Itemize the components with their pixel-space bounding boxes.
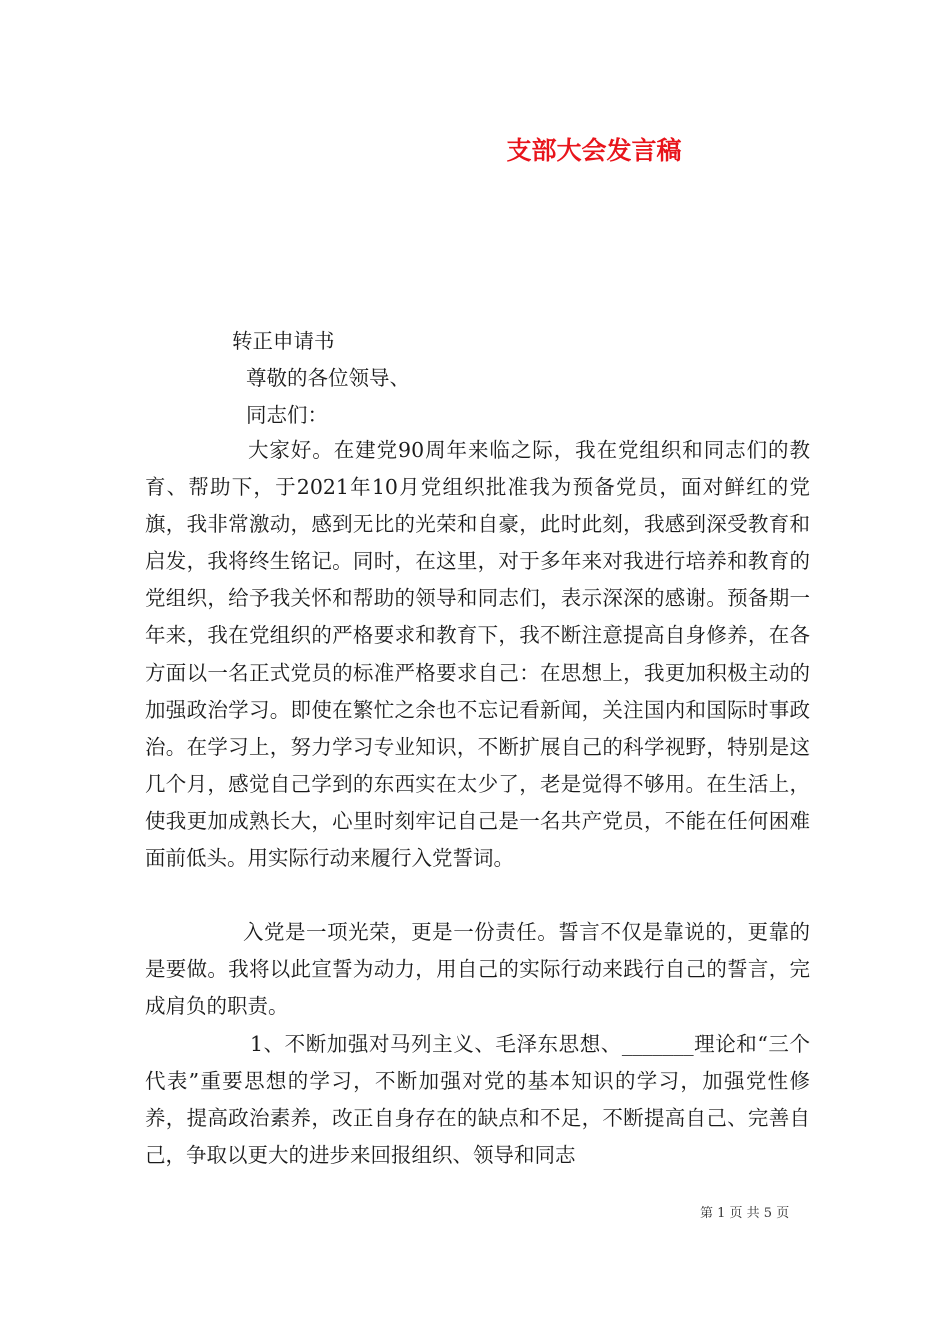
body-paragraph-2: 入党是一项光荣，更是一份责任。誓言不仅是靠说的，更靠的是要做。我将以此宣誓为动力，用自己的实际行动来践行自己的誓言，完成肩负的职责。: [145, 920, 810, 1019]
salutation-line-1: 尊敬的各位领导、: [246, 366, 410, 390]
body-paragraph-3: 1、不断加强对马列主义、毛泽东思想、_______理论和“三个代表”重要思想的学习，不断加强对党的基本知识的学习，加强党性修养，提高政治素养，改正自身存在的缺点和不足，不断提高自己、完善自己，争取以更大的进步来回报组织、领导和同志: [145, 1032, 810, 1168]
salutation-line-2: 同志们：: [246, 403, 328, 427]
document-title: 支部大会发言稿: [506, 136, 682, 165]
document-subtitle: 转正申请书: [232, 329, 335, 353]
body-paragraph-1: 大家好。在建党90周年来临之际，我在党组织和同志们的教育、帮助下，于2021年10月党组织批准我为预备党员，面对鲜红的党旗，我非常激动，感到无比的光荣和自豪，此时此刻，我感到深受教育和启发，我将终生铭记。同时，在这里，对于多年来对我进行培养和教育的党组织，给予我关怀和帮助的领导和同志们，表示深深的感谢。预备期一年来，我在党组织的严格要求和教育下，我不断注意提高自身修养，在各方面以一名正式党员的标准严格要求自己：在思想上，我更加积极主动的加强政治学习。即使在繁忙之余也不忘记看新闻，关注国内和国际时事政治。在学习上，努力学习专业知识，不断扩展自己的科学视野，特别是这几个月，感觉自己学到的东西实在太少了，老是觉得不够用。在生活上，使我更加成熟长大，心里时刻牢记自己是一名共产党员，不能在任何困难面前低头。用实际行动来履行入党誓词。: [145, 438, 810, 871]
page-number-footer: 第 1 页 共 5 页: [700, 1206, 790, 1221]
